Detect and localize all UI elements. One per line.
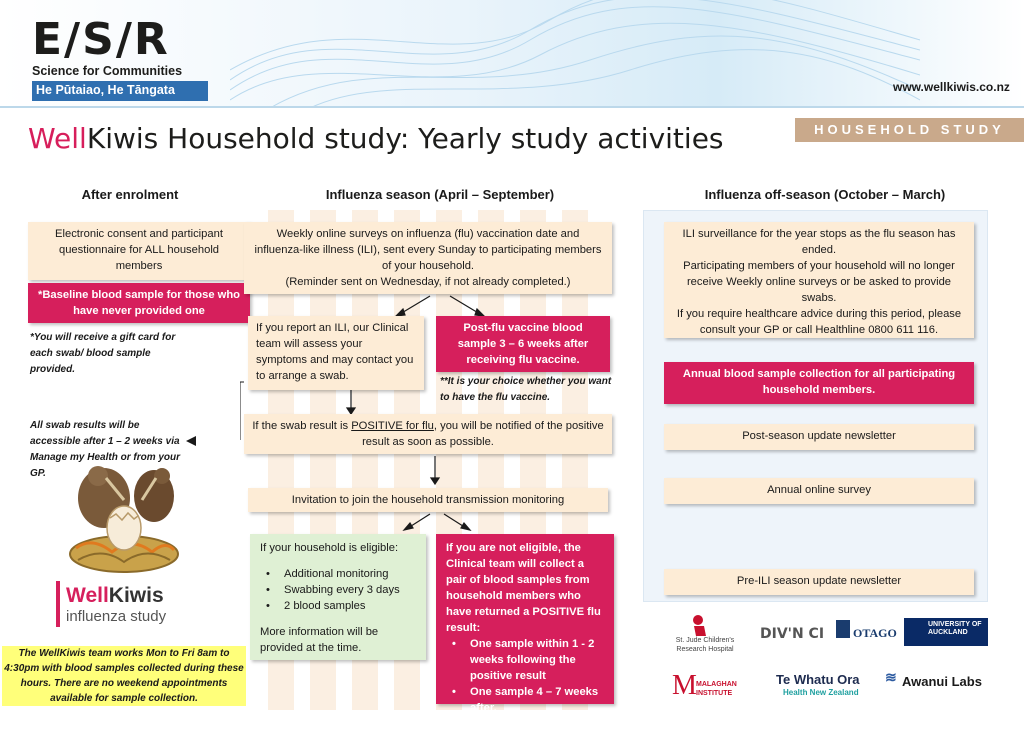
col-head-after-enrolment: After enrolment <box>81 187 179 202</box>
not-eligible-box <box>436 534 614 714</box>
list-item: • 2 blood samples <box>260 598 416 614</box>
eligible-box <box>250 534 426 660</box>
wave-pattern-graphic <box>230 0 920 108</box>
baseline-blood-box: *Baseline blood sample for those who have never provided one <box>28 283 250 323</box>
header-divider <box>0 106 1024 108</box>
reminder-text: (Reminder sent on Wednesday, if not already completed.) <box>285 276 571 288</box>
post-season-newsletter-box: Post-season update newsletter <box>664 424 974 450</box>
weekly-surveys-box <box>244 222 612 294</box>
stjude-icon <box>690 614 714 636</box>
page-title <box>28 122 724 155</box>
positive-for-flu-text: POSITIVE for flu <box>351 420 434 432</box>
awanui-logo: Awanui Labs <box>902 674 982 689</box>
ili-stop-text: ILI surveillance for the year stops as the flu season has ended. <box>682 228 956 256</box>
esr-maori-tagline: He Pūtaiao, He Tāngata <box>32 81 208 101</box>
esr-tagline: Science for Communities <box>32 64 183 78</box>
wellkiwis-brand-logo: WellKiwis <box>66 584 164 607</box>
eligible-list <box>260 566 416 614</box>
pre-season-newsletter-box: Pre-ILI season update newsletter <box>664 569 974 595</box>
vaccine-choice-note: **It is your choice whether you want to have the flu vaccine. <box>440 376 612 403</box>
otago-logo: OTAGO <box>853 626 897 640</box>
col-head-flu-season: Influenza season (April – September) <box>325 187 555 202</box>
household-study-badge: HOUSEHOLD STUDY <box>795 118 1024 142</box>
invitation-box: Invitation to join the household transmission monitoring <box>248 488 608 512</box>
auckland-logo: UNIVERSITY OF AUCKLAND <box>928 621 982 636</box>
positive-result-box: If the swab result is POSITIVE for flu, you will be notified of the positive result as soon as possible. <box>244 414 612 454</box>
not-eligible-text: If you are not eligible, the Clinical team will collect a pair of blood samples from household members who have returned a POSITIVE flu result: <box>446 542 601 634</box>
weekly-surveys-text: Weekly online surveys on influenza (flu) vaccination date and influenza-like illness (ILI), sent every Sunday to participating members of your household. <box>254 228 602 272</box>
stjude-logo: St. Jude Children's Research Hospital <box>675 637 735 653</box>
annual-survey-box: Annual online survey <box>664 478 974 504</box>
advice-text: If you require healthcare advice during this period, please consult your GP or call Healthline 0800 611 116. <box>676 308 962 336</box>
list-item: • One sample within 1 - 2 weeks following the positive result <box>446 636 604 684</box>
no-longer-text: Participating members of your household will no longer receive Weekly online surveys or be asked to provide swabs. <box>683 260 955 304</box>
swab-results-note: All swab results will be accessible after 1 – 2 weeks via Manage my Health or from your GP. <box>30 420 181 479</box>
list-item: • Swabbing every 3 days <box>260 582 416 598</box>
annual-blood-box: Annual blood sample collection for all participating household members. <box>664 362 974 404</box>
website-link[interactable]: www.wellkiwis.co.nz <box>893 80 1010 94</box>
team-hours-note: The WellKiwis team works Mon to Fri 8am to 4:30pm with blood samples collected during these hours. There are no weekend appointments available for sample collection. <box>2 646 246 706</box>
title-well: Well <box>28 122 87 155</box>
list-item: • Additional monitoring <box>260 566 416 582</box>
malaghan-logo: MALAGHAN INSTITUTE <box>696 681 737 697</box>
consent-box: Electronic consent and participant questionnaire for ALL household members <box>28 222 250 280</box>
list-item: • One sample 4 – 7 weeks after. <box>446 684 604 716</box>
esr-logo: E/S/R <box>32 14 170 65</box>
ili-stop-box <box>664 222 974 338</box>
post-flu-vaccine-box: Post-flu vaccine blood sample 3 – 6 weeks after receiving flu vaccine. <box>436 316 610 372</box>
te-whatu-ora-logo: Te Whatu Ora <box>776 672 860 687</box>
eligible-more-info: More information will be provided at the time. <box>260 626 379 654</box>
title-rest: Kiwis Household study: Yearly study activities <box>86 122 724 155</box>
ili-report-box: If you report an ILI, our Clinical team will assess your symptoms and may contact you to arrange a swab. <box>248 316 424 390</box>
brand-bar <box>56 581 60 627</box>
malaghan-m-icon: M <box>672 670 697 701</box>
arrow-to-results-note <box>186 436 198 446</box>
kiwi-nest-illustration <box>62 456 186 576</box>
health-nz-logo: Health New Zealand <box>783 688 859 697</box>
otago-shield-icon <box>836 620 850 638</box>
eligible-title: If your household is eligible: <box>260 542 399 554</box>
gift-card-note: *You will receive a gift card for each swab/ blood sample provided. <box>30 332 176 375</box>
not-eligible-list <box>446 636 604 716</box>
divinci-logo: DIV'N CI <box>760 626 825 642</box>
awanui-wave-icon: ≋ <box>885 669 897 685</box>
wellkiwis-brand-sub: influenza study <box>66 608 167 625</box>
col-head-off-season: Influenza off-season (October – March) <box>704 187 946 202</box>
